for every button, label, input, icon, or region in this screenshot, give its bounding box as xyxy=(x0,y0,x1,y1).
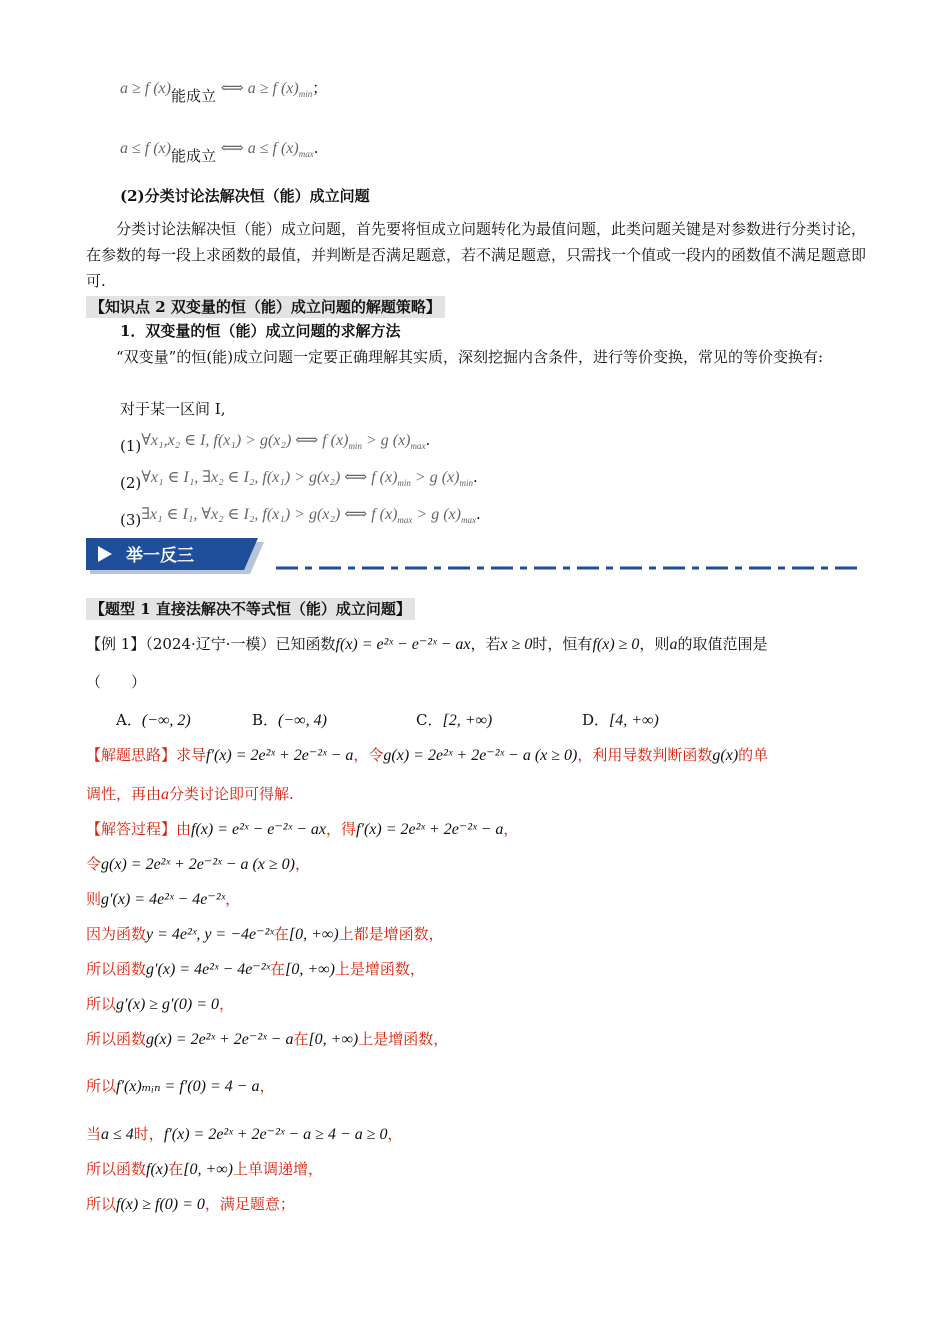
punct: . xyxy=(475,505,481,523)
type-heading: 【题型 1 直接法解决不等式恒（能）成立问题】 xyxy=(86,598,415,620)
item-formula: ∀x₁,x₂ ∈ I, f(x₁) > g(x₂) ⟺ f (x) xyxy=(141,432,349,449)
item-formula: > g (x) xyxy=(412,506,461,523)
idea-text: 的单 xyxy=(738,746,769,764)
answer-paren: （ ） xyxy=(86,673,147,691)
process-formula: y = 4e²ˣ, y = −4e⁻²ˣ xyxy=(146,926,274,943)
process-text: 当 xyxy=(86,1125,102,1143)
idea-formula: g(x) xyxy=(712,747,739,764)
idea-line-1 xyxy=(86,745,768,766)
process-text: ， xyxy=(219,995,235,1013)
item-sub: min xyxy=(459,478,473,488)
process-text: 因为函数 xyxy=(86,925,147,943)
idea-parameter: a xyxy=(161,786,170,803)
stem-text: ，若 xyxy=(470,635,501,653)
section-body: 分类讨论法解决恒（能）成立问题，首先要将恒成立问题转化为最值问题，此类问题关键是对参数进行分类讨论，在参数的每一段上求函数的最值，并判断是否满足题意，若不满足题意，只需找一个值或一段内的函数值不满足题意即可. xyxy=(86,220,867,290)
process-line-5 xyxy=(86,959,425,980)
process-text: 在 xyxy=(273,925,289,943)
option-letter: D． xyxy=(582,711,610,729)
option-value: [4, +∞) xyxy=(609,712,659,729)
option-a[interactable] xyxy=(116,709,191,730)
option-letter: A． xyxy=(116,711,142,729)
item-formula: > g (x) xyxy=(361,432,411,449)
process-text: ，满足题意； xyxy=(204,1195,295,1213)
knowledge-heading: 【知识点 2 双变量的恒（能）成立问题的解题策略】 xyxy=(86,296,445,318)
process-line-6 xyxy=(86,994,234,1015)
formula-right: ⟺ a ≥ f (x) xyxy=(220,80,299,97)
item-sub: max xyxy=(410,441,426,451)
process-text: 在 xyxy=(270,960,286,978)
idea-formula: g(x) = 2e²ˣ + 2e⁻²ˣ − a (x ≥ 0) xyxy=(383,747,578,764)
option-c[interactable] xyxy=(416,709,492,730)
process-text: 上是增函数， xyxy=(358,1030,449,1048)
idea-text: 求导 xyxy=(176,746,207,764)
process-line-10 xyxy=(86,1159,323,1180)
item-sub: min xyxy=(348,441,362,451)
item-number: (2) xyxy=(120,474,142,492)
formula-row-1 xyxy=(120,78,327,104)
process-line-1 xyxy=(86,819,518,840)
process-line-8 xyxy=(86,1076,275,1097)
item-formula: ∃x₁ ∈ I₁, ∀x₂ ∈ I₂, f(x₁) > g(x₂) ⟺ f (x) xyxy=(141,506,398,523)
process-formula: [0, +∞) xyxy=(308,1031,359,1048)
knowledge-intro: “双变量”的恒(能)成立问题一定要正确理解其实质，深刻挖掘内含条件，进行等价变换，常见的等价变换有: xyxy=(116,348,824,366)
process-text: 时， xyxy=(133,1125,164,1143)
process-formula: f′(x)ₘᵢₙ = f′(0) = 4 − a xyxy=(116,1078,260,1095)
equiv-item-2 xyxy=(120,467,478,493)
process-line-2 xyxy=(86,854,310,875)
process-text: 所以 xyxy=(86,995,117,1013)
process-line-7 xyxy=(86,1029,448,1050)
punct: . xyxy=(425,431,431,449)
item-number: (3) xyxy=(120,511,142,529)
process-formula: [0, +∞) xyxy=(288,926,339,943)
process-formula: f(x) xyxy=(146,1161,169,1178)
formula-sub: max xyxy=(298,149,314,159)
parameter: a xyxy=(669,636,678,653)
formula-right: ⟺ a ≤ f (x) xyxy=(220,140,299,157)
stem-text: 时，恒有 xyxy=(532,635,593,653)
item-formula: ∀x₁ ∈ I₁, ∃x₂ ∈ I₂, f(x₁) > g(x₂) ⟺ f (x) xyxy=(141,469,398,486)
process-text: 令 xyxy=(86,855,102,873)
process-formula: [0, +∞) xyxy=(285,961,335,978)
equiv-item-1 xyxy=(120,430,430,456)
option-value: [2, +∞) xyxy=(442,712,493,729)
process-formula: f(x) = e²ˣ − e⁻²ˣ − ax xyxy=(191,821,326,838)
process-formula: f′(x) = 2e²ˣ + 2e⁻²ˣ − a xyxy=(356,821,504,838)
item-sub: max xyxy=(397,515,413,525)
process-formula: g′(x) = 4e²ˣ − 4e⁻²ˣ xyxy=(146,961,271,978)
stem-text: 已知函数 xyxy=(275,635,336,653)
process-formula: g′(x) = 4e²ˣ − 4e⁻²ˣ xyxy=(101,891,226,908)
stem-text: 的取值范围是 xyxy=(677,635,768,653)
process-formula: g′(x) ≥ g′(0) = 0 xyxy=(116,996,220,1013)
process-text: 所以 xyxy=(86,1195,117,1213)
option-value: (−∞, 2) xyxy=(141,712,191,729)
item-number: (1) xyxy=(120,437,142,455)
option-letter: B． xyxy=(252,711,279,729)
formula-text: 能成立 xyxy=(170,87,216,105)
process-formula: [0, +∞) xyxy=(183,1161,233,1178)
process-line-3 xyxy=(86,889,240,910)
punct: ； xyxy=(312,79,328,97)
process-formula: g(x) = 2e²ˣ + 2e⁻²ˣ − a (x ≥ 0) xyxy=(101,856,295,873)
process-label: 【解答过程】 xyxy=(86,820,177,838)
formula-left: a ≥ f (x) xyxy=(120,80,171,97)
process-text: ， xyxy=(387,1125,403,1143)
process-formula: f′(x) = 2e²ˣ + 2e⁻²ˣ − a ≥ 4 − a ≥ 0 xyxy=(163,1126,388,1143)
option-value: (−∞, 4) xyxy=(278,712,327,729)
punct: . xyxy=(313,139,319,157)
idea-text: ，令 xyxy=(353,746,384,764)
process-text: ， xyxy=(225,890,241,908)
formula-text: 能成立 xyxy=(170,147,216,165)
process-text: 上单调递增， xyxy=(233,1160,324,1178)
example-label: 【例 1】 xyxy=(86,635,146,653)
idea-formula: f′(x) = 2e²ˣ + 2e⁻²ˣ − a xyxy=(206,747,354,764)
process-text: 所以 xyxy=(86,1077,117,1095)
process-formula: g(x) = 2e²ˣ + 2e⁻²ˣ − a xyxy=(146,1031,294,1048)
example-stem xyxy=(86,634,767,655)
idea-text: 调性，再由 xyxy=(86,785,162,803)
interval-text: 对于某一区间 I, xyxy=(120,400,226,418)
process-text: 由 xyxy=(176,820,192,838)
process-formula: f(x) ≥ f(0) = 0 xyxy=(116,1196,205,1213)
process-text: 上是增函数， xyxy=(334,960,425,978)
inequality: f(x) ≥ 0 xyxy=(592,636,640,653)
process-line-4 xyxy=(86,924,444,945)
process-formula: a ≤ 4 xyxy=(101,1126,134,1143)
process-line-9 xyxy=(86,1124,403,1145)
dashed-divider xyxy=(276,566,860,570)
process-text: 所以函数 xyxy=(86,1160,147,1178)
idea-text: ，利用导数判断函数 xyxy=(577,746,713,764)
idea-label: 【解题思路】 xyxy=(86,746,177,764)
process-text: ， xyxy=(259,1077,275,1095)
function-def: f(x) = e²ˣ − e⁻²ˣ − ax xyxy=(335,636,471,653)
equiv-item-3 xyxy=(120,504,481,530)
item-sub: min xyxy=(397,478,411,488)
process-text: 在 xyxy=(293,1030,309,1048)
item-sub: max xyxy=(460,515,476,525)
option-letter: C． xyxy=(416,711,443,729)
idea-text: 分类讨论即可得解. xyxy=(169,785,294,803)
formula-row-2 xyxy=(120,138,318,164)
process-text: ， xyxy=(294,855,310,873)
formula-sub: min xyxy=(298,89,313,99)
process-line-11 xyxy=(86,1194,295,1215)
process-text: 则 xyxy=(86,890,102,908)
knowledge-subheading: 1．双变量的恒（能）成立问题的求解方法 xyxy=(120,322,401,340)
option-b[interactable] xyxy=(252,709,327,730)
punct: . xyxy=(472,468,478,486)
process-text: ，得 xyxy=(326,820,357,838)
condition: x ≥ 0 xyxy=(500,636,533,653)
example-source: （2024·辽宁·一模） xyxy=(145,635,276,653)
banner-label: 举一反三 xyxy=(126,546,194,566)
formula-left: a ≤ f (x) xyxy=(120,140,171,157)
process-text: ， xyxy=(503,820,519,838)
section-title: (2)分类讨论法解决恒（能）成立问题 xyxy=(120,187,370,205)
option-d[interactable] xyxy=(582,709,659,730)
idea-line-2 xyxy=(86,784,294,805)
process-text: 所以函数 xyxy=(86,1030,147,1048)
process-text: 在 xyxy=(168,1160,184,1178)
section-banner xyxy=(86,538,266,574)
item-formula: > g (x) xyxy=(410,469,460,486)
stem-text: ，则 xyxy=(639,635,670,653)
process-text: 所以函数 xyxy=(86,960,147,978)
process-text: 上都是增函数， xyxy=(338,925,444,943)
